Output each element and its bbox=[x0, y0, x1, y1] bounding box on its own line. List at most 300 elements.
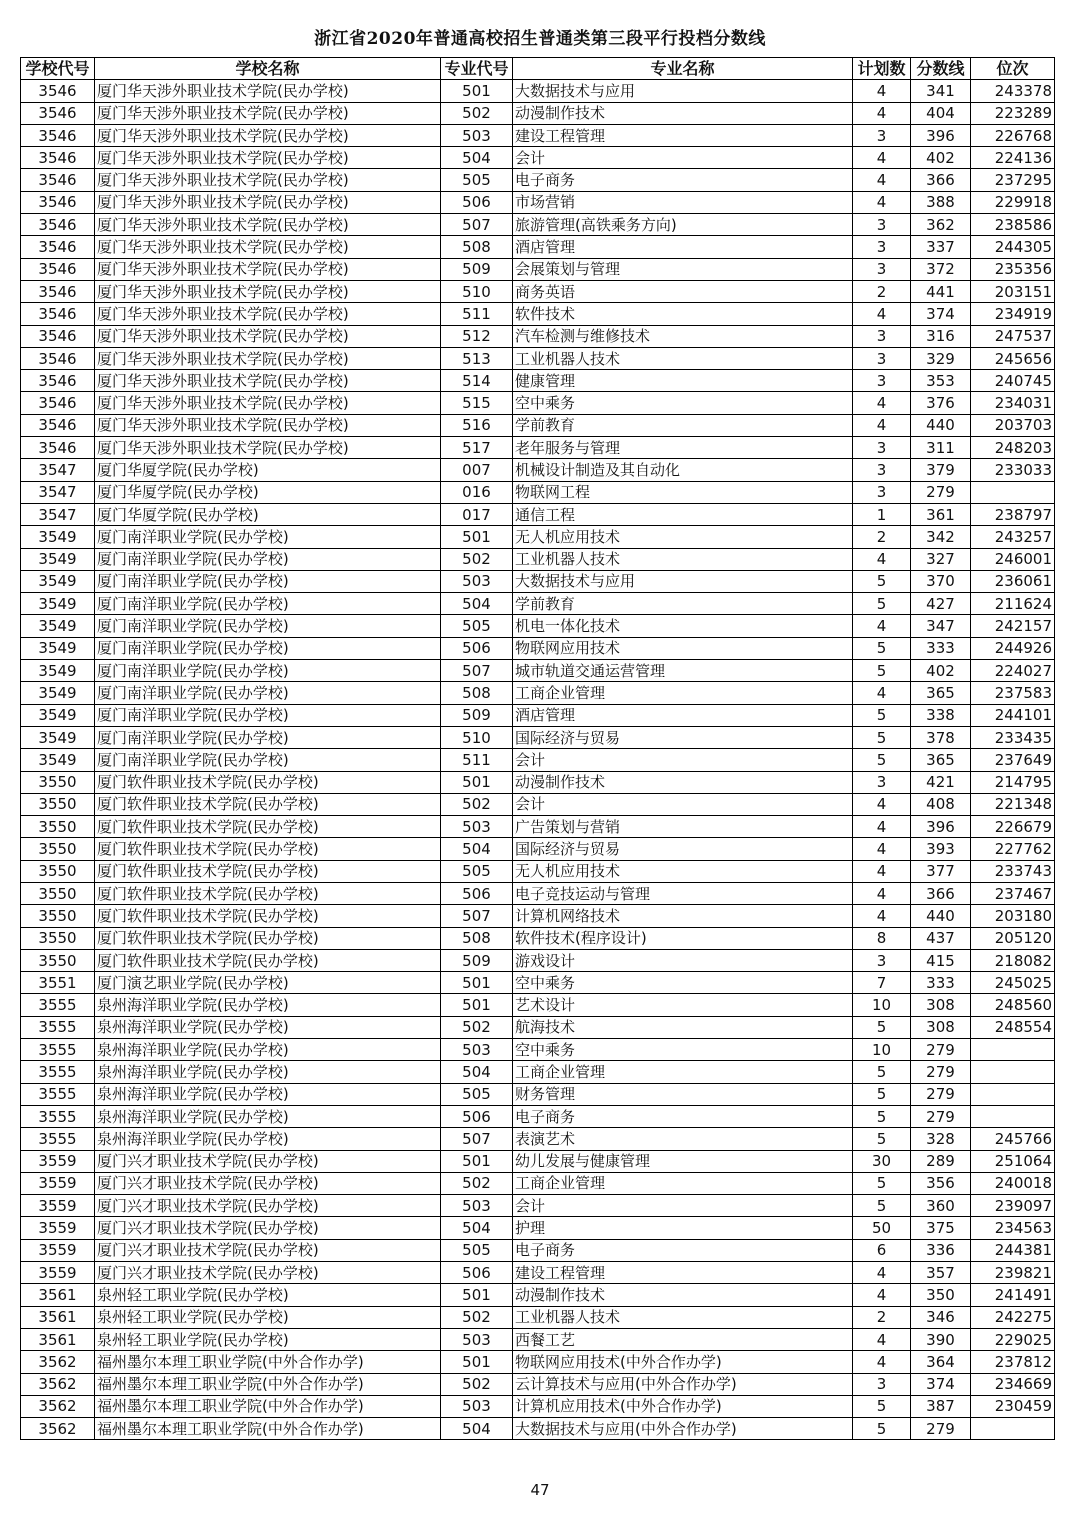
school-name-cell: 厦门软件职业技术学院(民办学校) bbox=[95, 838, 441, 860]
rank-cell: 221348 bbox=[971, 793, 1055, 815]
table-row bbox=[21, 1284, 1055, 1306]
score-line-cell: 316 bbox=[911, 325, 971, 347]
table-row bbox=[21, 704, 1055, 726]
major-code-cell: 502 bbox=[441, 1172, 513, 1194]
school-name-cell: 厦门华天涉外职业技术学院(民办学校) bbox=[95, 258, 441, 280]
major-code-cell: 502 bbox=[441, 793, 513, 815]
major-name-cell: 电子竞技运动与管理 bbox=[513, 882, 853, 904]
rank-cell: 226679 bbox=[971, 816, 1055, 838]
table-row bbox=[21, 102, 1055, 124]
score-line-cell: 279 bbox=[911, 1105, 971, 1127]
rank-cell: 244926 bbox=[971, 637, 1055, 659]
school-code-cell: 3555 bbox=[21, 1039, 95, 1061]
rank-cell: 234563 bbox=[971, 1217, 1055, 1239]
school-name-cell: 厦门华天涉外职业技术学院(民办学校) bbox=[95, 124, 441, 146]
plan-count-cell: 4 bbox=[853, 793, 911, 815]
major-code-cell: 502 bbox=[441, 102, 513, 124]
school-name-cell: 泉州海洋职业学院(民办学校) bbox=[95, 1016, 441, 1038]
table-row bbox=[21, 526, 1055, 548]
major-name-cell: 学前教育 bbox=[513, 593, 853, 615]
major-name-cell: 汽车检测与维修技术 bbox=[513, 325, 853, 347]
table-row bbox=[21, 191, 1055, 213]
school-name-cell: 厦门华天涉外职业技术学院(民办学校) bbox=[95, 102, 441, 124]
table-row bbox=[21, 972, 1055, 994]
major-name-cell: 老年服务与管理 bbox=[513, 437, 853, 459]
rank-cell: 237649 bbox=[971, 749, 1055, 771]
table-row bbox=[21, 459, 1055, 481]
major-code-cell: 505 bbox=[441, 1239, 513, 1261]
plan-count-cell: 4 bbox=[853, 1351, 911, 1373]
score-line-cell: 350 bbox=[911, 1284, 971, 1306]
major-name-cell: 会计 bbox=[513, 793, 853, 815]
rank-cell: 205120 bbox=[971, 927, 1055, 949]
score-line-cell: 396 bbox=[911, 124, 971, 146]
score-line-cell: 361 bbox=[911, 503, 971, 525]
major-code-cell: 502 bbox=[441, 548, 513, 570]
major-name-cell: 会展策划与管理 bbox=[513, 258, 853, 280]
school-code-cell: 3561 bbox=[21, 1306, 95, 1328]
school-name-cell: 厦门华天涉外职业技术学院(民办学校) bbox=[95, 80, 441, 102]
major-name-cell: 旅游管理(高铁乘务方向) bbox=[513, 214, 853, 236]
school-name-cell: 厦门华天涉外职业技术学院(民办学校) bbox=[95, 325, 441, 347]
table-row bbox=[21, 1195, 1055, 1217]
rank-cell: 233435 bbox=[971, 726, 1055, 748]
table-body bbox=[21, 80, 1055, 1440]
rank-cell: 203180 bbox=[971, 905, 1055, 927]
major-code-cell: 503 bbox=[441, 1039, 513, 1061]
plan-count-cell: 4 bbox=[853, 882, 911, 904]
major-name-cell: 软件技术(程序设计) bbox=[513, 927, 853, 949]
major-code-cell: 506 bbox=[441, 191, 513, 213]
table-row bbox=[21, 1105, 1055, 1127]
plan-count-cell: 5 bbox=[853, 1395, 911, 1417]
score-line-cell: 404 bbox=[911, 102, 971, 124]
table-row bbox=[21, 1128, 1055, 1150]
major-code-cell: 504 bbox=[441, 1061, 513, 1083]
rank-cell: 242275 bbox=[971, 1306, 1055, 1328]
major-name-cell: 物联网应用技术 bbox=[513, 637, 853, 659]
plan-count-cell: 8 bbox=[853, 927, 911, 949]
school-name-cell: 厦门软件职业技术学院(民办学校) bbox=[95, 816, 441, 838]
rank-cell: 243257 bbox=[971, 526, 1055, 548]
school-code-cell: 3551 bbox=[21, 972, 95, 994]
major-name-cell: 空中乘务 bbox=[513, 1039, 853, 1061]
school-code-cell: 3546 bbox=[21, 169, 95, 191]
school-name-cell: 厦门南洋职业学院(民办学校) bbox=[95, 660, 441, 682]
school-code-cell: 3547 bbox=[21, 459, 95, 481]
school-code-cell: 3546 bbox=[21, 347, 95, 369]
score-line-cell: 365 bbox=[911, 682, 971, 704]
school-code-cell: 3559 bbox=[21, 1217, 95, 1239]
major-name-cell: 动漫制作技术 bbox=[513, 1284, 853, 1306]
school-code-cell: 3555 bbox=[21, 1061, 95, 1083]
school-name-cell: 厦门华天涉外职业技术学院(民办学校) bbox=[95, 214, 441, 236]
major-code-cell: 509 bbox=[441, 258, 513, 280]
table-row bbox=[21, 481, 1055, 503]
score-line-cell: 415 bbox=[911, 949, 971, 971]
score-line-cell: 390 bbox=[911, 1328, 971, 1350]
major-name-cell: 工业机器人技术 bbox=[513, 548, 853, 570]
major-code-cell: 510 bbox=[441, 726, 513, 748]
plan-count-cell: 4 bbox=[853, 392, 911, 414]
major-code-cell: 505 bbox=[441, 169, 513, 191]
plan-count-cell: 3 bbox=[853, 258, 911, 280]
school-name-cell: 厦门兴才职业技术学院(民办学校) bbox=[95, 1262, 441, 1284]
rank-cell bbox=[971, 1039, 1055, 1061]
major-name-cell: 市场营销 bbox=[513, 191, 853, 213]
table-row bbox=[21, 949, 1055, 971]
rank-cell: 235356 bbox=[971, 258, 1055, 280]
school-name-cell: 厦门华天涉外职业技术学院(民办学校) bbox=[95, 280, 441, 302]
plan-count-cell: 5 bbox=[853, 1105, 911, 1127]
score-line-cell: 374 bbox=[911, 1373, 971, 1395]
score-line-cell: 402 bbox=[911, 660, 971, 682]
plan-count-cell: 5 bbox=[853, 660, 911, 682]
school-name-cell: 厦门南洋职业学院(民办学校) bbox=[95, 637, 441, 659]
table-row bbox=[21, 1262, 1055, 1284]
school-name-cell: 厦门华厦学院(民办学校) bbox=[95, 459, 441, 481]
table-row bbox=[21, 1039, 1055, 1061]
rank-cell bbox=[971, 1418, 1055, 1440]
school-name-cell: 泉州海洋职业学院(民办学校) bbox=[95, 1105, 441, 1127]
rank-cell: 236061 bbox=[971, 570, 1055, 592]
major-code-cell: 501 bbox=[441, 1150, 513, 1172]
major-name-cell: 大数据技术与应用 bbox=[513, 80, 853, 102]
school-code-cell: 3550 bbox=[21, 860, 95, 882]
score-table bbox=[20, 57, 1055, 1440]
major-code-cell: 017 bbox=[441, 503, 513, 525]
school-code-cell: 3561 bbox=[21, 1284, 95, 1306]
rank-cell: 241491 bbox=[971, 1284, 1055, 1306]
major-name-cell: 软件技术 bbox=[513, 303, 853, 325]
major-code-cell: 507 bbox=[441, 214, 513, 236]
major-name-cell: 酒店管理 bbox=[513, 236, 853, 258]
school-name-cell: 泉州海洋职业学院(民办学校) bbox=[95, 994, 441, 1016]
plan-count-cell: 4 bbox=[853, 80, 911, 102]
table-row bbox=[21, 258, 1055, 280]
major-name-cell: 建设工程管理 bbox=[513, 1262, 853, 1284]
rank-cell: 234919 bbox=[971, 303, 1055, 325]
score-line-cell: 421 bbox=[911, 771, 971, 793]
school-name-cell: 厦门兴才职业技术学院(民办学校) bbox=[95, 1239, 441, 1261]
plan-count-cell: 5 bbox=[853, 1172, 911, 1194]
table-row bbox=[21, 325, 1055, 347]
table-row bbox=[21, 927, 1055, 949]
school-code-cell: 3555 bbox=[21, 1128, 95, 1150]
major-code-cell: 503 bbox=[441, 1395, 513, 1417]
school-code-cell: 3562 bbox=[21, 1351, 95, 1373]
score-line-cell: 376 bbox=[911, 392, 971, 414]
rank-cell: 243378 bbox=[971, 80, 1055, 102]
rank-cell bbox=[971, 481, 1055, 503]
score-line-cell: 279 bbox=[911, 1083, 971, 1105]
table-row bbox=[21, 726, 1055, 748]
table-row bbox=[21, 1373, 1055, 1395]
rank-cell: 234031 bbox=[971, 392, 1055, 414]
school-code-cell: 3546 bbox=[21, 437, 95, 459]
plan-count-cell: 5 bbox=[853, 749, 911, 771]
rank-cell: 237295 bbox=[971, 169, 1055, 191]
school-name-cell: 厦门软件职业技术学院(民办学校) bbox=[95, 793, 441, 815]
school-name-cell: 厦门华天涉外职业技术学院(民办学校) bbox=[95, 392, 441, 414]
major-code-cell: 501 bbox=[441, 1351, 513, 1373]
plan-count-cell: 5 bbox=[853, 593, 911, 615]
major-name-cell: 空中乘务 bbox=[513, 972, 853, 994]
school-code-cell: 3547 bbox=[21, 481, 95, 503]
plan-count-cell: 3 bbox=[853, 124, 911, 146]
school-name-cell: 厦门演艺职业学院(民办学校) bbox=[95, 972, 441, 994]
table-header-row bbox=[21, 58, 1055, 80]
major-name-cell: 西餐工艺 bbox=[513, 1328, 853, 1350]
table-row bbox=[21, 414, 1055, 436]
school-name-cell: 厦门华天涉外职业技术学院(民办学校) bbox=[95, 414, 441, 436]
major-name-cell: 工业机器人技术 bbox=[513, 347, 853, 369]
major-name-cell: 大数据技术与应用 bbox=[513, 570, 853, 592]
major-code-cell: 511 bbox=[441, 749, 513, 771]
table-row bbox=[21, 169, 1055, 191]
school-code-cell: 3562 bbox=[21, 1395, 95, 1417]
school-code-cell: 3550 bbox=[21, 816, 95, 838]
major-code-cell: 501 bbox=[441, 771, 513, 793]
major-code-cell: 513 bbox=[441, 347, 513, 369]
rank-cell: 237583 bbox=[971, 682, 1055, 704]
major-name-cell: 机电一体化技术 bbox=[513, 615, 853, 637]
school-code-cell: 3549 bbox=[21, 726, 95, 748]
score-line-cell: 308 bbox=[911, 1016, 971, 1038]
rank-cell: 224027 bbox=[971, 660, 1055, 682]
score-line-cell: 279 bbox=[911, 1039, 971, 1061]
score-line-cell: 362 bbox=[911, 214, 971, 236]
school-code-cell: 3546 bbox=[21, 236, 95, 258]
table-row bbox=[21, 1150, 1055, 1172]
school-code-cell: 3550 bbox=[21, 905, 95, 927]
major-name-cell: 云计算技术与应用(中外合作办学) bbox=[513, 1373, 853, 1395]
school-name-cell: 厦门南洋职业学院(民办学校) bbox=[95, 726, 441, 748]
school-code-cell: 3546 bbox=[21, 370, 95, 392]
score-line-header: 分数线 bbox=[911, 58, 971, 80]
major-name-cell: 国际经济与贸易 bbox=[513, 726, 853, 748]
school-name-cell: 厦门软件职业技术学院(民办学校) bbox=[95, 949, 441, 971]
table-row bbox=[21, 80, 1055, 102]
school-name-cell: 泉州轻工职业学院(民办学校) bbox=[95, 1306, 441, 1328]
school-name-cell: 厦门南洋职业学院(民办学校) bbox=[95, 749, 441, 771]
school-code-cell: 3550 bbox=[21, 949, 95, 971]
school-name-cell: 厦门南洋职业学院(民办学校) bbox=[95, 526, 441, 548]
rank-cell: 233743 bbox=[971, 860, 1055, 882]
major-code-cell: 506 bbox=[441, 637, 513, 659]
rank-cell: 233033 bbox=[971, 459, 1055, 481]
school-name-cell: 福州墨尔本理工职业学院(中外合作办学) bbox=[95, 1418, 441, 1440]
table-row bbox=[21, 682, 1055, 704]
school-code-cell: 3549 bbox=[21, 593, 95, 615]
rank-cell: 247537 bbox=[971, 325, 1055, 347]
score-line-cell: 387 bbox=[911, 1395, 971, 1417]
rank-cell: 229918 bbox=[971, 191, 1055, 213]
table-row bbox=[21, 593, 1055, 615]
table-row bbox=[21, 994, 1055, 1016]
major-code-cell: 510 bbox=[441, 280, 513, 302]
score-line-cell: 360 bbox=[911, 1195, 971, 1217]
table-row bbox=[21, 437, 1055, 459]
school-name-cell: 厦门华天涉外职业技术学院(民办学校) bbox=[95, 370, 441, 392]
school-code-cell: 3546 bbox=[21, 414, 95, 436]
major-code-cell: 501 bbox=[441, 994, 513, 1016]
rank-cell: 224136 bbox=[971, 147, 1055, 169]
rank-cell: 237812 bbox=[971, 1351, 1055, 1373]
school-code-cell: 3555 bbox=[21, 994, 95, 1016]
major-code-cell: 505 bbox=[441, 1083, 513, 1105]
school-name-cell: 泉州海洋职业学院(民办学校) bbox=[95, 1128, 441, 1150]
rank-cell: 248203 bbox=[971, 437, 1055, 459]
major-name-cell: 动漫制作技术 bbox=[513, 102, 853, 124]
plan-count-cell: 4 bbox=[853, 548, 911, 570]
rank-cell: 245766 bbox=[971, 1128, 1055, 1150]
score-line-cell: 338 bbox=[911, 704, 971, 726]
plan-count-cell: 5 bbox=[853, 570, 911, 592]
school-name-cell: 厦门华天涉外职业技术学院(民办学校) bbox=[95, 347, 441, 369]
rank-cell: 245025 bbox=[971, 972, 1055, 994]
school-code-cell: 3547 bbox=[21, 503, 95, 525]
plan-count-cell: 5 bbox=[853, 1016, 911, 1038]
table-row bbox=[21, 503, 1055, 525]
score-line-cell: 333 bbox=[911, 637, 971, 659]
school-code-header: 学校代号 bbox=[21, 58, 95, 80]
table-row bbox=[21, 1016, 1055, 1038]
school-code-cell: 3559 bbox=[21, 1172, 95, 1194]
score-line-cell: 347 bbox=[911, 615, 971, 637]
school-code-cell: 3549 bbox=[21, 682, 95, 704]
plan-count-cell: 7 bbox=[853, 972, 911, 994]
table-row bbox=[21, 280, 1055, 302]
score-line-cell: 366 bbox=[911, 169, 971, 191]
major-name-cell: 物联网应用技术(中外合作办学) bbox=[513, 1351, 853, 1373]
score-line-cell: 440 bbox=[911, 414, 971, 436]
school-name-cell: 厦门南洋职业学院(民办学校) bbox=[95, 682, 441, 704]
rank-cell: 203703 bbox=[971, 414, 1055, 436]
major-code-cell: 514 bbox=[441, 370, 513, 392]
score-line-cell: 289 bbox=[911, 1150, 971, 1172]
page-number: 47 bbox=[530, 1481, 550, 1499]
school-name-cell: 厦门软件职业技术学院(民办学校) bbox=[95, 905, 441, 927]
score-line-cell: 353 bbox=[911, 370, 971, 392]
major-name-cell: 城市轨道交通运营管理 bbox=[513, 660, 853, 682]
major-name-cell: 机械设计制造及其自动化 bbox=[513, 459, 853, 481]
major-code-cell: 516 bbox=[441, 414, 513, 436]
rank-cell: 242157 bbox=[971, 615, 1055, 637]
table-row bbox=[21, 749, 1055, 771]
major-name-cell: 广告策划与营销 bbox=[513, 816, 853, 838]
plan-count-cell: 4 bbox=[853, 147, 911, 169]
score-line-cell: 328 bbox=[911, 1128, 971, 1150]
score-line-cell: 333 bbox=[911, 972, 971, 994]
major-name-cell: 商务英语 bbox=[513, 280, 853, 302]
major-code-cell: 501 bbox=[441, 80, 513, 102]
table-row bbox=[21, 1395, 1055, 1417]
school-name-cell: 泉州轻工职业学院(民办学校) bbox=[95, 1284, 441, 1306]
major-name-cell: 电子商务 bbox=[513, 1239, 853, 1261]
rank-cell: 244101 bbox=[971, 704, 1055, 726]
rank-cell: 230459 bbox=[971, 1395, 1055, 1417]
plan-count-cell: 4 bbox=[853, 1328, 911, 1350]
school-code-cell: 3550 bbox=[21, 793, 95, 815]
major-name-cell: 无人机应用技术 bbox=[513, 860, 853, 882]
major-name-cell: 表演艺术 bbox=[513, 1128, 853, 1150]
school-name-cell: 厦门华天涉外职业技术学院(民办学校) bbox=[95, 191, 441, 213]
plan-count-cell: 3 bbox=[853, 347, 911, 369]
major-name-cell: 酒店管理 bbox=[513, 704, 853, 726]
table-row bbox=[21, 303, 1055, 325]
major-code-cell: 506 bbox=[441, 1262, 513, 1284]
major-code-cell: 504 bbox=[441, 1217, 513, 1239]
table-row bbox=[21, 660, 1055, 682]
plan-count-cell: 5 bbox=[853, 726, 911, 748]
score-line-cell: 374 bbox=[911, 303, 971, 325]
score-line-cell: 370 bbox=[911, 570, 971, 592]
school-code-cell: 3549 bbox=[21, 749, 95, 771]
page-title: 浙江省2020年普通高校招生普通类第三段平行投档分数线 bbox=[314, 29, 766, 49]
major-code-cell: 512 bbox=[441, 325, 513, 347]
major-code-cell: 511 bbox=[441, 303, 513, 325]
major-code-cell: 505 bbox=[441, 860, 513, 882]
table-row bbox=[21, 570, 1055, 592]
plan-count-cell: 10 bbox=[853, 1039, 911, 1061]
school-name-cell: 厦门南洋职业学院(民办学校) bbox=[95, 548, 441, 570]
school-name-cell: 厦门软件职业技术学院(民办学校) bbox=[95, 882, 441, 904]
rank-cell: 244305 bbox=[971, 236, 1055, 258]
major-code-cell: 505 bbox=[441, 615, 513, 637]
score-line-cell: 427 bbox=[911, 593, 971, 615]
major-name-cell: 工商企业管理 bbox=[513, 682, 853, 704]
table-row bbox=[21, 548, 1055, 570]
school-name-cell: 厦门南洋职业学院(民办学校) bbox=[95, 615, 441, 637]
major-code-cell: 508 bbox=[441, 682, 513, 704]
plan-count-cell: 4 bbox=[853, 615, 911, 637]
school-code-cell: 3546 bbox=[21, 102, 95, 124]
school-code-cell: 3562 bbox=[21, 1373, 95, 1395]
score-line-cell: 327 bbox=[911, 548, 971, 570]
plan-count-cell: 4 bbox=[853, 169, 911, 191]
major-code-cell: 507 bbox=[441, 905, 513, 927]
school-name-cell: 厦门华天涉外职业技术学院(民办学校) bbox=[95, 303, 441, 325]
major-code-cell: 515 bbox=[441, 392, 513, 414]
plan-count-cell: 10 bbox=[853, 994, 911, 1016]
school-code-cell: 3559 bbox=[21, 1262, 95, 1284]
score-line-cell: 342 bbox=[911, 526, 971, 548]
school-name-cell: 福州墨尔本理工职业学院(中外合作办学) bbox=[95, 1351, 441, 1373]
major-name-cell: 健康管理 bbox=[513, 370, 853, 392]
major-name-cell: 会计 bbox=[513, 1195, 853, 1217]
major-name-cell: 财务管理 bbox=[513, 1083, 853, 1105]
major-code-cell: 503 bbox=[441, 570, 513, 592]
rank-cell: 214795 bbox=[971, 771, 1055, 793]
major-code-cell: 502 bbox=[441, 1373, 513, 1395]
plan-count-cell: 3 bbox=[853, 771, 911, 793]
major-name-cell: 物联网工程 bbox=[513, 481, 853, 503]
major-name-cell: 电子商务 bbox=[513, 169, 853, 191]
plan-count-cell: 4 bbox=[853, 816, 911, 838]
score-line-cell: 396 bbox=[911, 816, 971, 838]
table-row bbox=[21, 1418, 1055, 1440]
school-code-cell: 3555 bbox=[21, 1083, 95, 1105]
major-name-cell: 动漫制作技术 bbox=[513, 771, 853, 793]
plan-count-header: 计划数 bbox=[853, 58, 911, 80]
school-code-cell: 3549 bbox=[21, 660, 95, 682]
school-name-cell: 厦门兴才职业技术学院(民办学校) bbox=[95, 1172, 441, 1194]
major-name-cell: 大数据技术与应用(中外合作办学) bbox=[513, 1418, 853, 1440]
plan-count-cell: 4 bbox=[853, 838, 911, 860]
major-name-cell: 工业机器人技术 bbox=[513, 1306, 853, 1328]
plan-count-cell: 3 bbox=[853, 459, 911, 481]
